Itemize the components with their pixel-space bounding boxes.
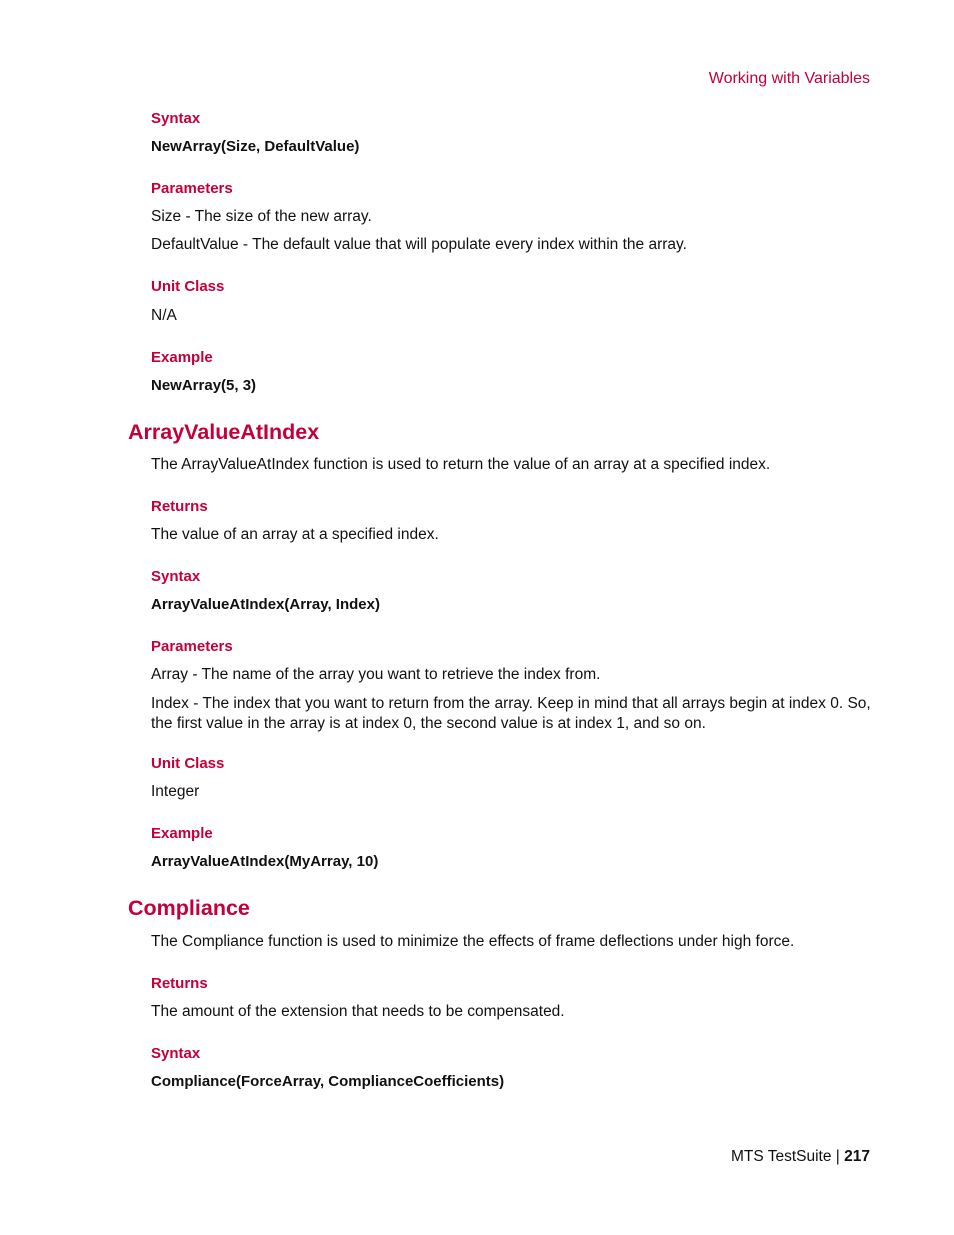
- newarray-syntax: NewArray(Size, DefaultValue): [151, 138, 360, 155]
- compliance-returns: The amount of the extension that needs to be compensated.: [151, 1003, 565, 1020]
- newarray-example-heading: Example: [151, 349, 213, 366]
- newarray-unit-class-heading: Unit Class: [151, 278, 225, 295]
- footer-product: MTS TestSuite: [730, 1148, 832, 1165]
- arrayvalueatindex-returns-heading: Returns: [151, 498, 208, 515]
- arrayvalueatindex-example-heading: Example: [151, 825, 213, 842]
- arrayvalueatindex-unit-class-heading: Unit Class: [151, 755, 225, 772]
- arrayvalueatindex-param-array: Array - The name of the array you want to retrieve the index from.: [151, 666, 601, 683]
- newarray-unit-class: N/A: [151, 307, 177, 324]
- newarray-param-size: Size - The size of the new array.: [151, 208, 372, 225]
- newarray-parameters-heading: Parameters: [151, 180, 233, 197]
- arrayvalueatindex-returns: The value of an array at a specified index.: [151, 526, 439, 543]
- arrayvalueatindex-syntax-heading: Syntax: [151, 568, 201, 585]
- page-number: 217: [844, 1148, 870, 1165]
- page-footer: [731, 1148, 870, 1166]
- arrayvalueatindex-syntax: ArrayValueAtIndex(Array, Index): [151, 596, 380, 613]
- arrayvalueatindex-description: The ArrayValueAtIndex function is used to return the value of an array at a specified index.: [151, 456, 771, 473]
- compliance-title: Compliance: [128, 896, 250, 920]
- footer-separator: |: [835, 1148, 840, 1165]
- newarray-syntax-heading: Syntax: [151, 110, 201, 127]
- compliance-syntax-heading: Syntax: [151, 1045, 201, 1062]
- compliance-returns-heading: Returns: [151, 975, 208, 992]
- arrayvalueatindex-parameters-heading: Parameters: [151, 638, 233, 655]
- running-header: Working with Variables: [708, 70, 870, 87]
- newarray-param-default: DefaultValue - The default value that will populate every index within the array.: [151, 236, 687, 253]
- compliance-syntax: Compliance(ForceArray, ComplianceCoefficients): [151, 1073, 505, 1090]
- arrayvalueatindex-unit-class: Integer: [151, 783, 200, 800]
- arrayvalueatindex-example: ArrayValueAtIndex(MyArray, 10): [151, 853, 379, 870]
- compliance-description: The Compliance function is used to minimize the effects of frame deflections under high force.: [151, 933, 795, 950]
- arrayvalueatindex-title: ArrayValueAtIndex: [128, 420, 320, 444]
- newarray-example: NewArray(5, 3): [151, 377, 257, 394]
- arrayvalueatindex-param-index: Index - The index that you want to return from the array. Keep in mind that all arrays begin at index 0. So, the first value in the array is at index 0, the second value is at index 1, and so on.: [151, 695, 871, 732]
